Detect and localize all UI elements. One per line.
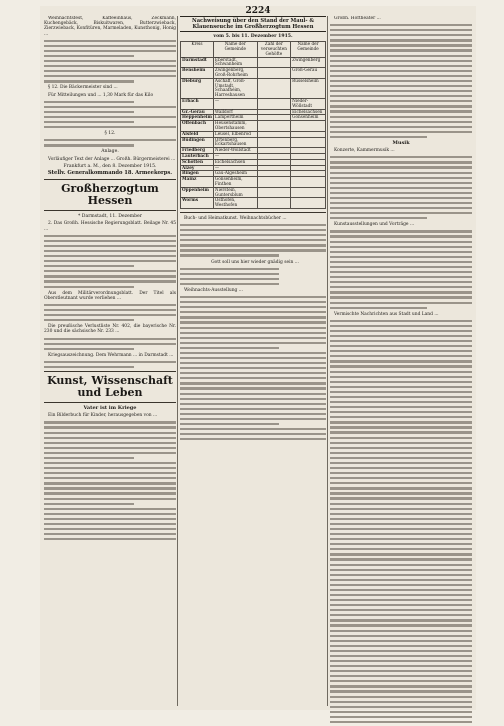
subhead-vater: Vater ist im Kriege (83, 405, 137, 412)
cell-gemeinde-2 (291, 177, 326, 188)
column-2 (180, 16, 326, 443)
col1-section-12: § 12. (104, 131, 116, 137)
seuche-box-title: Nachweisung über den Stand der Maul- & Klauenseuche im Großherzogtum Hessen (180, 16, 326, 32)
th-gemeinde: Name der Gemeinde (213, 42, 257, 57)
cell-gemeinde-2 (291, 187, 326, 198)
cell-kreis: Bingen (181, 171, 214, 177)
cell-zahl (257, 57, 290, 68)
cell-gemeinden: Aschaff, Groß-Umstadt, Schaafheim, Harreshausen (213, 78, 257, 98)
seuche-row (181, 137, 326, 148)
cell-zahl (257, 187, 290, 198)
cell-kreis: Worms (181, 198, 214, 209)
cell-gemeinden: Walldorf (213, 109, 257, 115)
dateline: * Darmstadt, 11. Dezember (78, 214, 142, 220)
cell-gemeinde-2 (291, 137, 326, 148)
col1-anlage-text: Vorläufiger Text der Anlage ... Großh. Bürgermeisterei ... (48, 156, 176, 162)
cell-gemeinden: Ortenberg, Eckartshausen (213, 137, 257, 148)
seuche-table (180, 41, 326, 209)
col1-opening: Weihnachtsfest, Kaffeeinhaus, Zeckmann, Kuchengebäck, Biskuitwaren, Butterzwieback, Zierzwieback, Konfitüren, Marmeladen, Kunsthonig, Honig ... (44, 16, 176, 37)
cell-gemeinde-2 (291, 198, 326, 209)
cell-gemeinde-2: Eichelsachsen (291, 109, 326, 115)
cell-kreis: Oppenheim (181, 187, 214, 198)
para-verluste: Die preußische Verlustliste Nr. 402, die bayerische Nr. 230 und die sächsische Nr. 233 ... (44, 324, 176, 335)
cell-kreis: Büdingen (181, 137, 214, 148)
cell-kreis: Alzey (181, 165, 214, 171)
cell-gemeinde-2: Nieder-Wöllstadt (291, 98, 326, 109)
seuche-row (181, 68, 326, 79)
cell-gemeinden: Leusel, Elbenrod (213, 131, 257, 137)
para-ausstellung: Weihnachts-Ausstellung ... (184, 287, 243, 293)
cell-kreis: Mainz (181, 177, 214, 188)
newspaper-page (40, 6, 476, 710)
cell-gemeinde-2: Gonsenheim (291, 115, 326, 121)
cell-kreis: Heppenheim (182, 114, 212, 120)
cell-gemeinde-2: Groß-Gerau (291, 68, 326, 79)
poem: Gott soll uns hier wieder gnädig sein ... (211, 259, 299, 265)
cell-kreis: Offenbach (181, 121, 214, 132)
para-militaer: Aus dem Militärverordnungsblatt. Der Titel als Oberstleutnant wurde verliehen ... (44, 290, 176, 301)
cell-gemeinden: Eichelsachsen (213, 159, 257, 165)
cell-kreis: Dieburg (181, 78, 214, 98)
column-3 (330, 16, 472, 726)
cell-gemeinden: Heusenstamm, Obertshausen (213, 121, 257, 132)
cell-gemeinden: Gau-Algesheim (213, 171, 257, 177)
col1-anlage-label: Anlage. (101, 149, 119, 155)
col1-text-block (44, 40, 176, 83)
cell-kreis: Gr.-Gerau (181, 109, 214, 115)
cell-kreis: Friedberg (181, 148, 214, 154)
seuche-row (181, 57, 326, 68)
cell-gemeinde-2 (291, 121, 326, 132)
headline-kunst: Kunst, Wissenschaft und Leben (47, 374, 173, 400)
cell-zahl (257, 177, 290, 188)
headline-grossherzogtum: Großherzogtum Hessen (61, 182, 159, 208)
cell-gemeinden: Nieder-Wöllstadt (213, 148, 257, 154)
seuche-box-dates: vom 5. bis 11. Dezember 1915. (213, 34, 293, 39)
col1-sec-amount-note: § 12. Die Bäckermeister sind ... (48, 85, 118, 91)
cell-gemeinden: — (213, 153, 257, 159)
cell-zahl (257, 98, 290, 109)
cell-gemeinden: Zwingenberg, Groß-Rohrheim (213, 68, 257, 79)
cell-gemeinde-2: Rüsselsheim (291, 78, 326, 98)
col1-sign-date: Frankfurt a. M., den 8. Dezember 1915. (63, 163, 157, 169)
column-1 (44, 16, 176, 543)
cell-gemeinden: Gonsenheim, Finthen (213, 177, 257, 188)
col3-para1: Großh. Hoftheater ... (334, 16, 381, 21)
col1-amounts-block (44, 101, 176, 129)
seuche-row (181, 198, 326, 209)
seuche-row (181, 177, 326, 188)
seuche-row (181, 78, 326, 98)
cell-gemeinden: Osthofen, Westhofen (213, 198, 257, 209)
seuche-row (181, 98, 326, 109)
cell-gemeinde-2: Zwingenberg (291, 57, 326, 68)
seuche-row (181, 187, 326, 198)
col3-para-musik: Konzerte, Kammermusik ... (334, 148, 395, 154)
cell-kreis: Bensheim (181, 68, 214, 79)
col3-para-lang: Vermischte Nachrichten aus Stadt und Land ... (334, 311, 439, 317)
cell-kreis: Alsfeld (181, 131, 214, 137)
cell-gemeinden: Lampertheim (213, 115, 257, 121)
cell-zahl (257, 137, 290, 148)
para-buch: Buch- und Heimatkunst. Weihnachtsbücher ... (184, 215, 287, 221)
cell-kreis: Schotten (181, 159, 214, 165)
para-regierungsblatt: 2. Das Großh. Hessische Regierungsblatt. Beilage Nr. 45 ... (44, 221, 176, 232)
cell-kreis: Lauterbach (181, 153, 214, 159)
para-kriegsauszeichnung: Kriegsauszeichnung. Dem Wehrmann ... in Darmstadt ... (48, 352, 174, 358)
col1-sign-office: Stellv. Generalkommando 18. Armeekorps. (47, 170, 173, 177)
cell-zahl (257, 121, 290, 132)
cell-kreis: Erbach (181, 98, 214, 109)
cell-zahl (257, 68, 290, 79)
cell-zahl (257, 198, 290, 209)
page-number: 2224 (245, 6, 271, 16)
cell-gemeinden: — (213, 98, 257, 109)
col3-para-kunst: Kunstausstellungen und Vorträge ... (334, 222, 415, 228)
cell-gemeinden: — (213, 165, 257, 171)
cell-zahl (257, 78, 290, 98)
para-kunst: Ein Bilderbuch für Kinder, herausgegeben von ... (48, 413, 158, 419)
cell-gemeinden: Nierstein, Guntersblum (213, 187, 257, 198)
th-zahl: Zahl der verseuchten Gehöfte (257, 42, 290, 57)
cell-gemeinden: Eberstadt, Schwanheim (213, 57, 257, 68)
cell-kreis: Darmstadt (181, 57, 214, 68)
seuche-row (181, 121, 326, 132)
col1-amounts-note: Für Mitteilungen und ... 1,30 Mark für das Kilo (48, 92, 154, 98)
th-gemeinde-2: Name der Gemeinde (291, 42, 326, 57)
th-kreis: Kreis (181, 42, 214, 57)
col3-subhead-musik: Musik (392, 140, 410, 146)
